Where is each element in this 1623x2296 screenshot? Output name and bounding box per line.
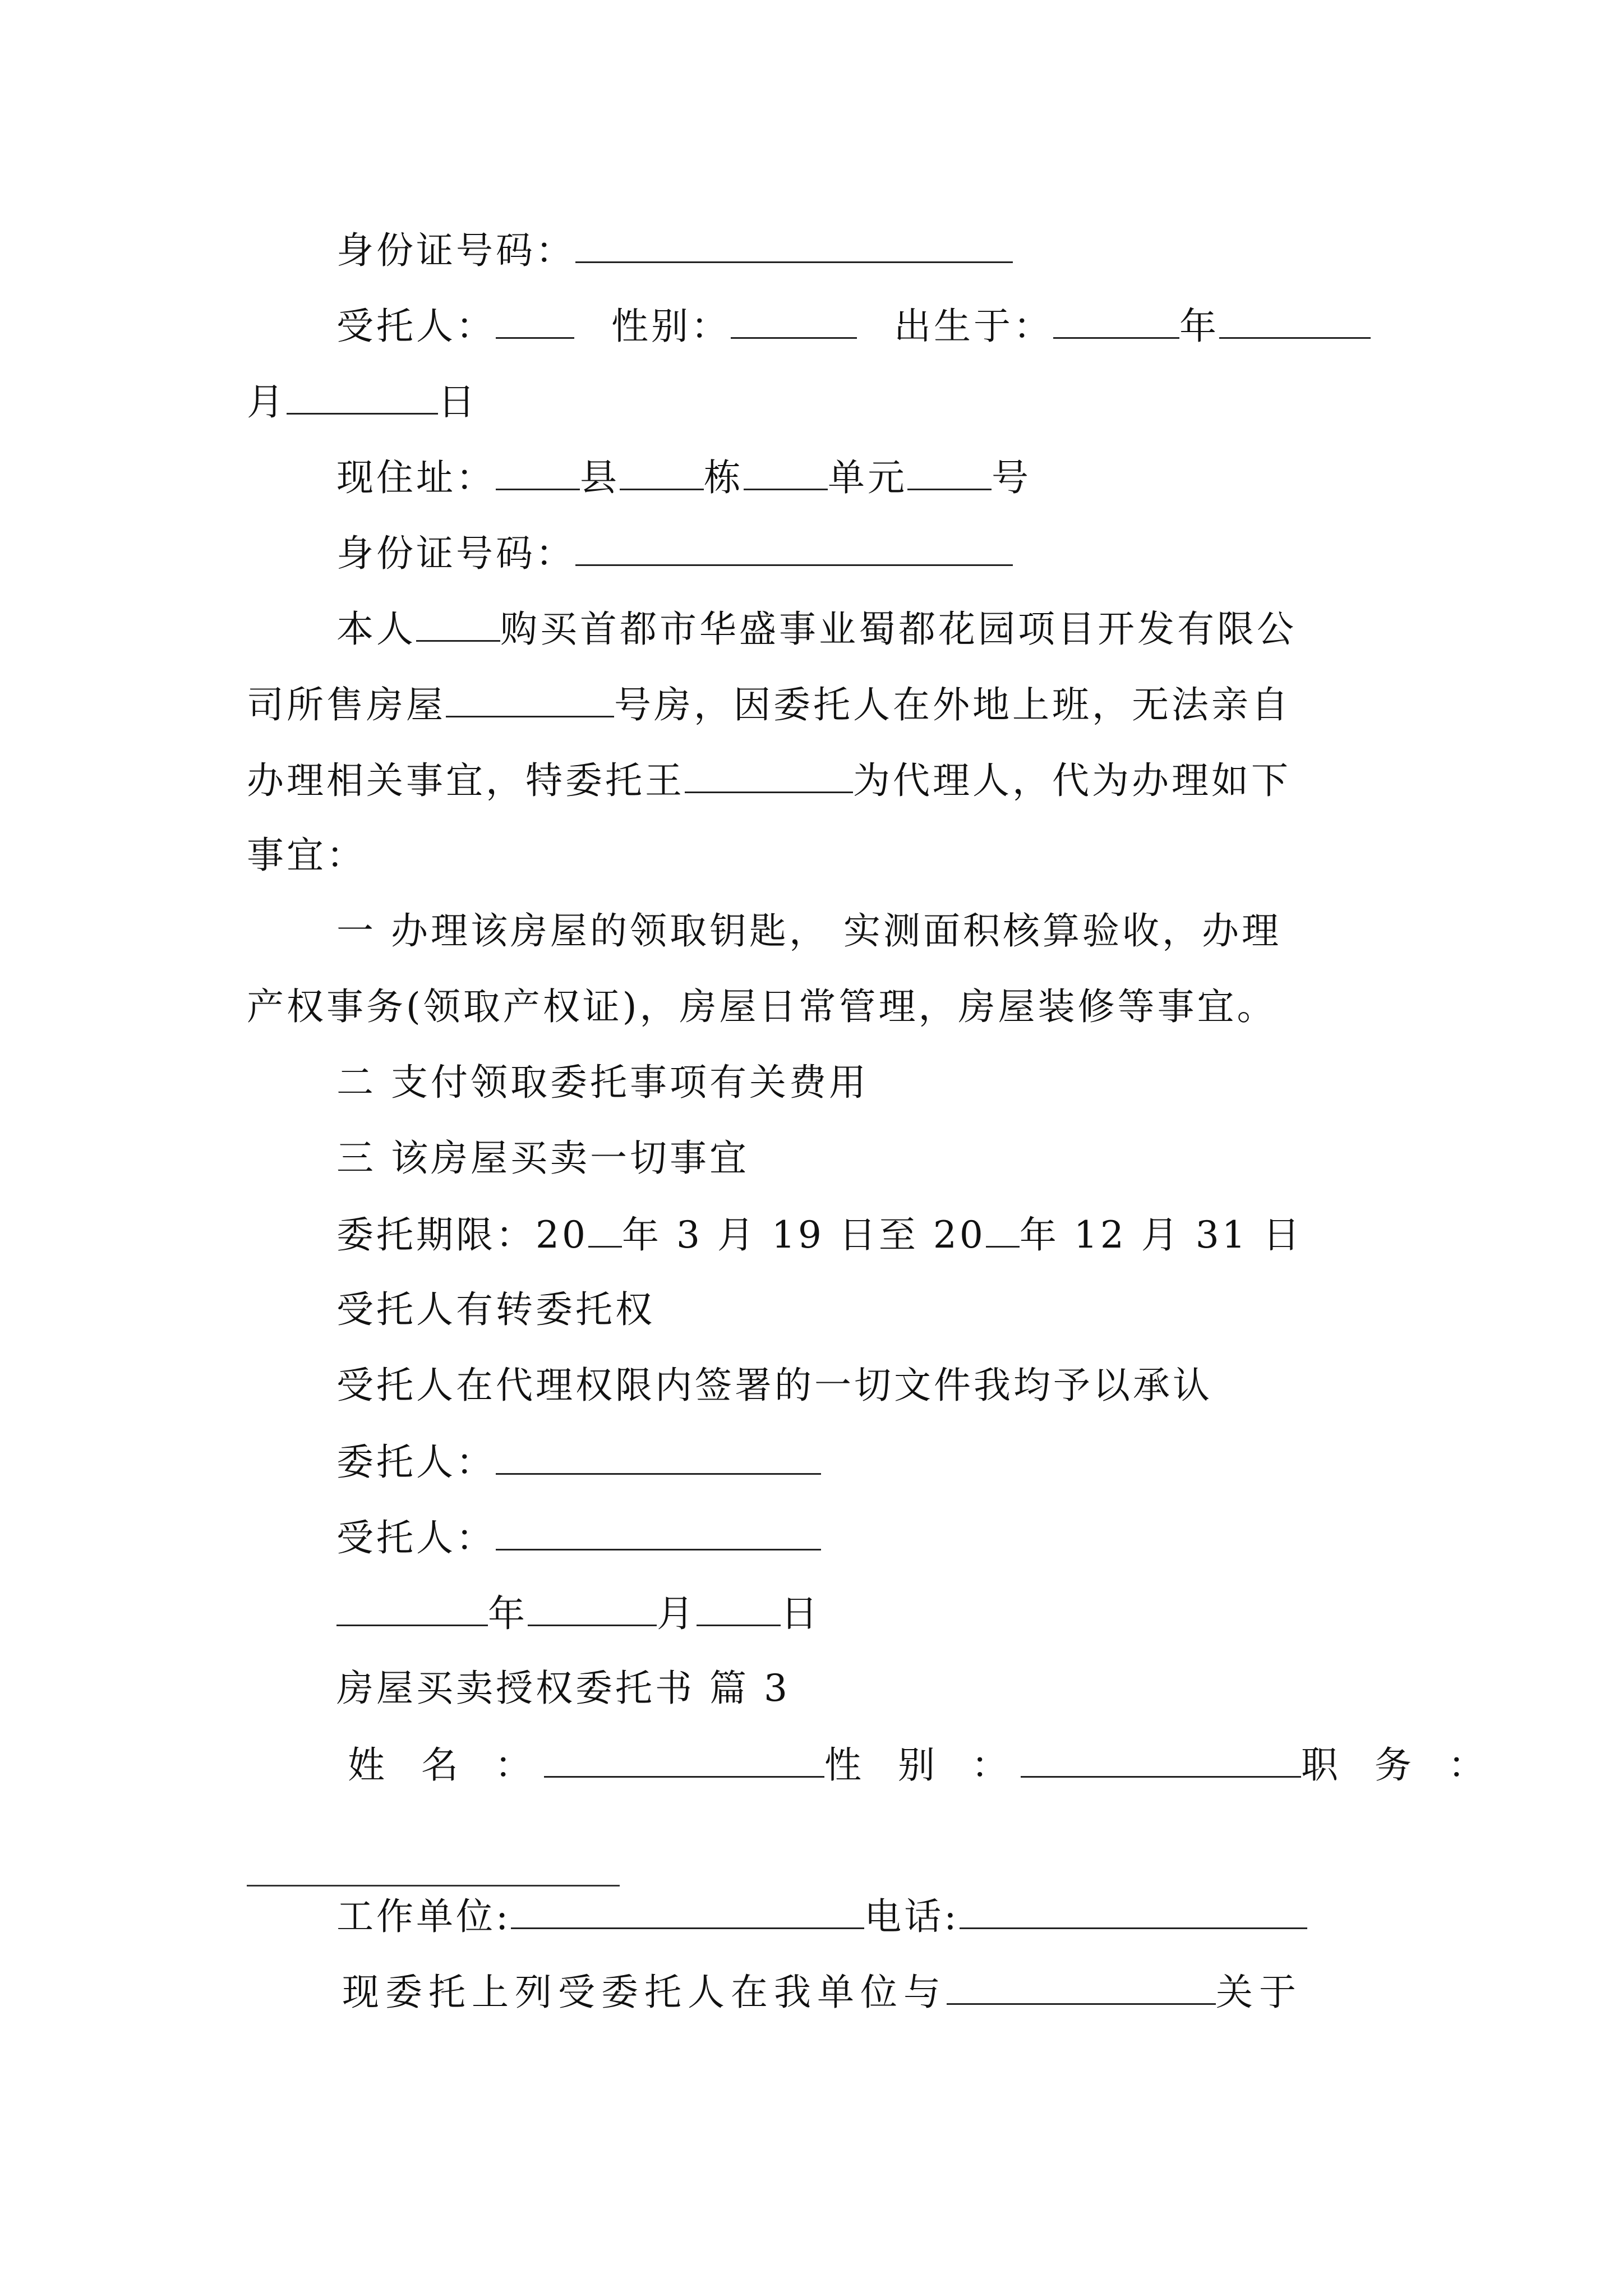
position-blank-line [247, 1885, 620, 1887]
text-segment: 号房，因委托人在外地上班，无法亲自 [614, 683, 1291, 726]
acknowledgement-line: 受托人在代理权限内签署的一切文件我均予以承认 [336, 1364, 1212, 1407]
gender-field-blank [1021, 1739, 1301, 1778]
position-label: 职 务 ： [1301, 1743, 1497, 1787]
year-blank-2 [986, 1209, 1020, 1248]
room-number-blank [446, 679, 614, 717]
text-segment: 委托期限：20 [336, 1213, 588, 1257]
birth-month-blank [1219, 300, 1371, 339]
text-segment: 年 [488, 1592, 528, 1635]
item-three: 三 该房屋买卖一切事宜 [336, 1137, 749, 1180]
trustee-label: 受托人： [336, 305, 496, 348]
delegation-line [342, 1966, 1302, 2018]
birth-day-blank [287, 376, 438, 415]
party-blank [947, 1966, 1216, 2005]
date-line [336, 1588, 820, 1639]
id-number-line-2 [336, 527, 1013, 579]
unit-char: 单元 [828, 456, 907, 499]
address-line [336, 452, 1031, 503]
sub-delegation-line: 受托人有转委托权 [336, 1288, 655, 1331]
agent-name-blank [685, 754, 853, 793]
month-char: 月 [247, 380, 287, 424]
principal-blank [496, 1436, 821, 1475]
name-blank [416, 603, 500, 642]
work-unit-blank [511, 1890, 864, 1929]
trustee-sign-label: 受托人： [336, 1516, 496, 1559]
birth-year-blank [1053, 300, 1179, 339]
id-number-label: 身份证号码： [336, 229, 575, 272]
item-one-line-1: 一 办理该房屋的领取钥匙， 实测面积核算验收，办理 [336, 909, 1281, 953]
day-char: 日 [438, 380, 478, 424]
work-unit-line [336, 1890, 1307, 1942]
item-one-line-2: 产权事务(领取产权证)，房屋日常管理，房屋装修等事宜。 [247, 985, 1277, 1028]
id-number-label-2: 身份证号码： [336, 532, 575, 575]
text-segment: 本人 [336, 608, 416, 651]
id-number-blank [575, 224, 1013, 263]
gender-label-2: 性 别 ： [824, 1743, 1021, 1787]
building-char: 栋 [704, 456, 744, 499]
text-segment: 购买首都市华盛事业蜀都花园项目开发有限公 [500, 608, 1297, 651]
term-line [336, 1209, 1303, 1260]
sign-day-blank [697, 1588, 781, 1626]
text-segment: 年 12 月 31 日 [1019, 1213, 1303, 1257]
trustee-sign-blank [496, 1512, 821, 1550]
born-label: 出生于： [893, 305, 1053, 348]
number-char: 号 [992, 456, 1031, 499]
birth-date-line [247, 376, 478, 427]
paragraph-line-2 [247, 679, 1291, 730]
unit-blank [744, 452, 828, 490]
number-blank [907, 452, 992, 490]
trustee-name-blank [496, 300, 574, 339]
building-blank [620, 452, 704, 490]
id-number-blank-2 [575, 527, 1013, 566]
text-segment: 为代理人，代为办理如下 [853, 759, 1291, 802]
paragraph-line-3 [247, 754, 1291, 806]
year-char: 年 [1179, 305, 1219, 348]
name-label: 姓 名 ： [348, 1743, 544, 1787]
text-segment: 办理相关事宜，特委托王 [247, 759, 685, 802]
address-label: 现住址： [336, 456, 496, 499]
name-field-blank [544, 1739, 824, 1778]
text-segment: 月 [657, 1592, 697, 1635]
sign-month-blank [528, 1588, 657, 1626]
id-number-line-1 [336, 224, 1013, 276]
sign-year-blank [336, 1588, 488, 1626]
section-heading: 房屋买卖授权委托书 篇 3 [336, 1667, 790, 1710]
person-info-line [348, 1739, 1497, 1791]
year-blank-1 [588, 1209, 622, 1248]
phone-label: 电话: [864, 1895, 960, 1938]
work-unit-label: 工作单位: [336, 1895, 511, 1938]
text-segment: 年 3 月 19 日至 20 [621, 1213, 986, 1257]
text-segment: 现委托上列受委托人在我单位与 [342, 1971, 947, 2014]
trustee-info-line [336, 300, 1371, 352]
trustee-signature-line [336, 1512, 821, 1563]
gender-label: 性别： [611, 305, 731, 348]
paragraph-line-1 [336, 603, 1297, 655]
principal-signature-line [336, 1436, 821, 1488]
text-segment: 关于 [1216, 1971, 1302, 2014]
item-two: 二 支付领取委托事项有关费用 [336, 1061, 869, 1104]
phone-blank [960, 1890, 1307, 1929]
principal-label: 委托人： [336, 1441, 496, 1484]
gender-blank [731, 300, 857, 339]
county-char: 县 [580, 456, 620, 499]
county-blank [496, 452, 580, 490]
paragraph-line-4: 事宜： [247, 834, 366, 877]
text-segment: 日 [781, 1592, 820, 1635]
text-segment: 司所售房屋 [247, 683, 446, 726]
